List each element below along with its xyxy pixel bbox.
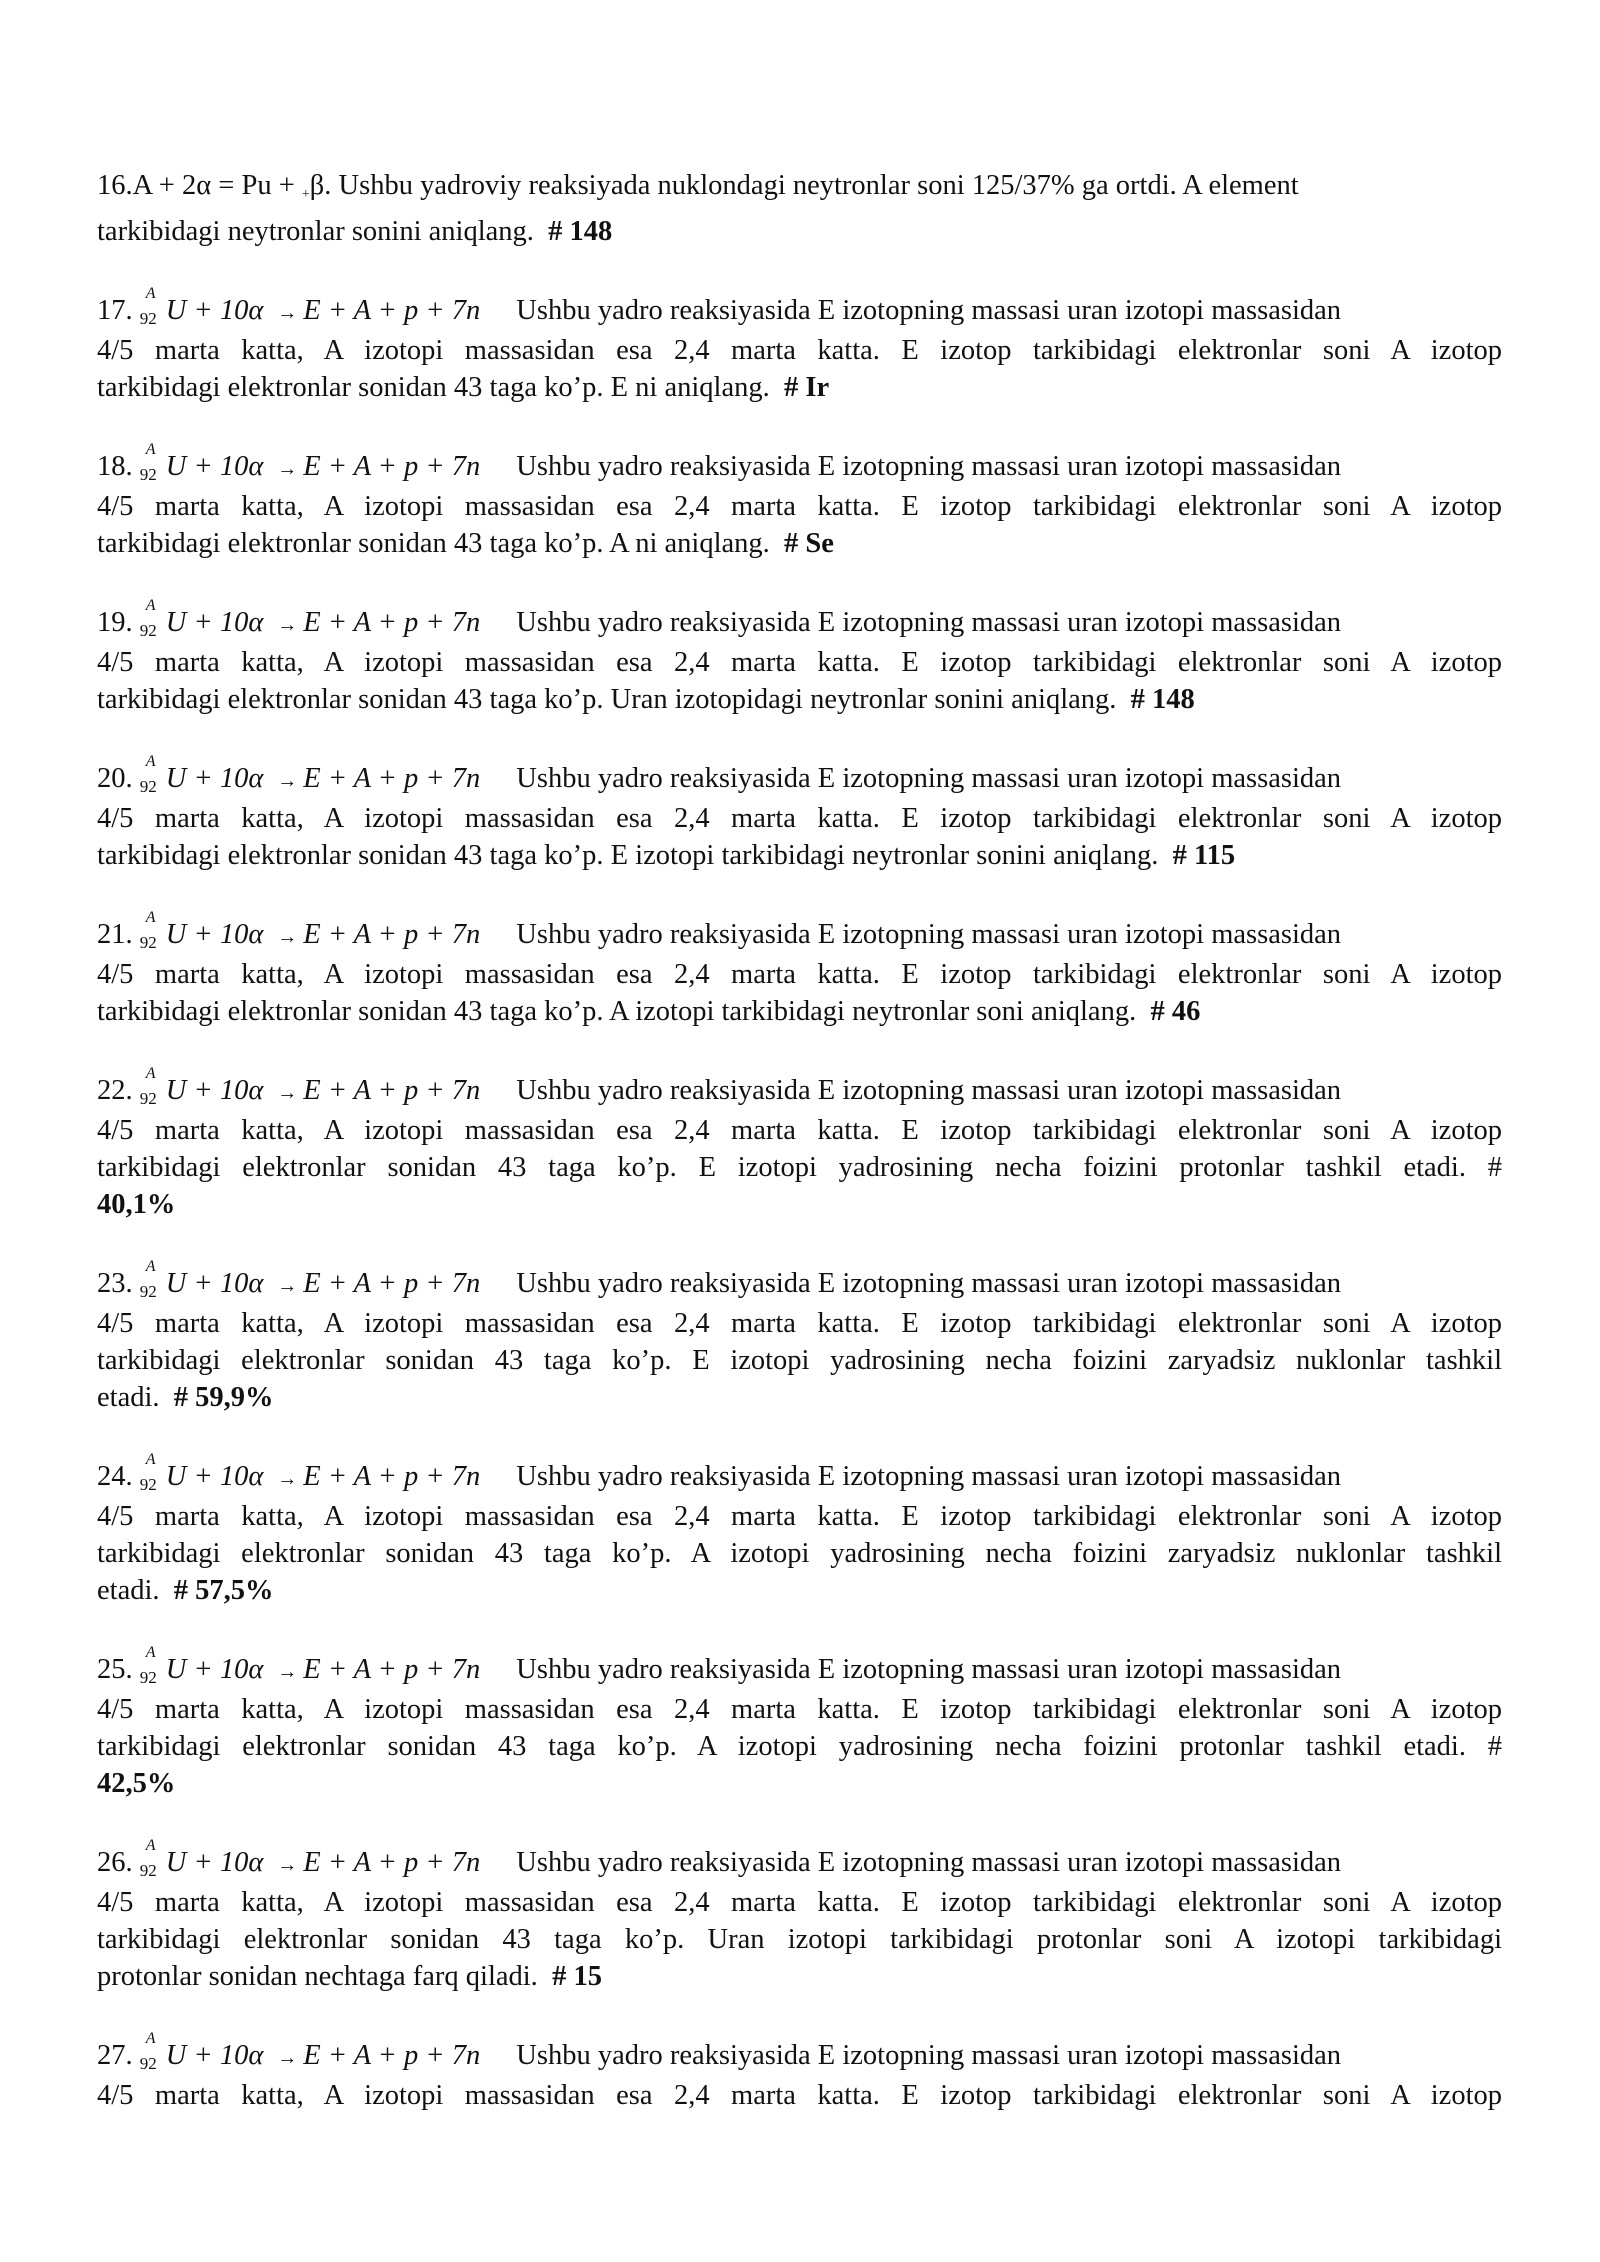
problems-host [97,285,1502,2114]
products: E + A + p + 7n [303,1268,481,1299]
problem-24-text-1: Ushbu yadro reaksiyasida E izotopning massasi uran izotopi massasidan [516,1461,1342,1492]
problem-number: 21. [97,919,140,950]
problem-18-line-3 [97,525,1502,562]
reaction-arrow: → [277,1854,298,1876]
problem-22 [97,1065,1502,1223]
problem-26-line-4 [97,1958,1502,1995]
mass-number: A [145,1837,156,1854]
problem-25-line-4 [97,1765,1502,1802]
reactants: U + 10α [165,2040,264,2071]
uranium-isotope-notation [139,285,166,329]
products: E + A + p + 7n [303,1654,481,1685]
problem-22-text-3: tarkibidagi elektronlar sonidan 43 taga ko’p. E izotopi yadrosining necha foizini protonlar tashkil etadi. # [97,1152,1502,1183]
problem-16-line-2 [97,213,1502,250]
problem-24-line-3 [97,1535,1502,1572]
problem-20-text-1: Ushbu yadro reaksiyasida E izotopning massasi uran izotopi massasidan [516,763,1342,794]
problem-19-line-3 [97,681,1502,718]
problem-26 [97,1837,1502,1995]
problem-number: 22. [97,1075,140,1106]
uranium-isotope-notation [139,1065,166,1109]
reaction-formula [139,2030,481,2073]
reaction-formula [139,597,481,640]
atomic-number: 92 [139,2054,157,2073]
problem-22-line-2: 4/5 marta katta, A izotopi massasidan esa 2,4 marta katta. E izotop tarkibidagi elektronlar soni A izotop [97,1115,1502,1146]
problem-number: 17. [97,295,140,326]
products: E + A + p + 7n [303,607,481,638]
products: E + A + p + 7n [303,1461,481,1492]
problem-26-line-1 [97,1837,1502,1884]
problem-18-line-2: 4/5 marta katta, A izotopi massasidan esa 2,4 marta katta. E izotop tarkibidagi elektronlar soni A izotop [97,491,1502,522]
problem-17-line-3 [97,369,1502,406]
problem-20-line-1 [97,753,1502,800]
problem-27 [97,2030,1502,2114]
problem-21-line-2: 4/5 marta katta, A izotopi massasidan esa 2,4 marta katta. E izotop tarkibidagi elektronlar soni A izotop [97,959,1502,990]
problem-19-answer: # 148 [1130,684,1195,715]
problem-22-line-4 [97,1186,1502,1223]
problem-23-text-4: etadi. [97,1382,160,1413]
problem-19-line-2: 4/5 marta katta, A izotopi massasidan esa 2,4 marta katta. E izotop tarkibidagi elektronlar soni A izotop [97,647,1502,678]
reaction-arrow: → [277,614,298,636]
problem-26-line-3 [97,1921,1502,1958]
uranium-isotope-notation [139,1644,166,1688]
problem-16 [97,167,1502,250]
problem-26-answer: # 15 [552,1961,602,1992]
atomic-number: 92 [139,1089,157,1108]
problem-18-answer: # Se [784,528,834,559]
reaction-arrow: → [277,302,298,324]
problem-27-text-1: Ushbu yadro reaksiyasida E izotopning massasi uran izotopi massasidan [516,2040,1342,2071]
problem-24-text-3: tarkibidagi elektronlar sonidan 43 taga ko’p. A izotopi yadrosining necha foizini zaryadsiz nuklonlar tashkil [97,1538,1502,1569]
reactants: U + 10α [165,1461,264,1492]
reaction-arrow: → [277,770,298,792]
products: E + A + p + 7n [303,295,481,326]
products: E + A + p + 7n [303,763,481,794]
mass-number: A [145,597,156,614]
problem-21-text-1: Ushbu yadro reaksiyasida E izotopning massasi uran izotopi massasidan [516,919,1342,950]
problem-23-answer: # 59,9% [173,1382,274,1413]
problem-23-line-3 [97,1342,1502,1379]
problem-26-text-1: Ushbu yadro reaksiyasida E izotopning massasi uran izotopi massasidan [516,1847,1342,1878]
uranium-isotope-notation [139,597,166,641]
problem-22-answer: 40,1% [97,1189,176,1220]
problem-25-line-2: 4/5 marta katta, A izotopi massasidan esa 2,4 marta katta. E izotop tarkibidagi elektronlar soni A izotop [97,1694,1502,1725]
products: E + A + p + 7n [303,451,481,482]
mass-number: A [145,285,156,302]
mass-number: A [145,1258,156,1275]
problem-23-line-4 [97,1379,1502,1416]
mass-number: A [145,1451,156,1468]
reaction-formula [139,753,481,796]
reaction-formula [139,1065,481,1108]
reaction-formula [139,1644,481,1687]
problem-21-text-3: tarkibidagi elektronlar sonidan 43 taga ko’p. A izotopi tarkibidagi neytronlar soni aniqlang. [97,996,1137,1027]
problem-number: 25. [97,1654,140,1685]
reaction-formula [139,285,481,328]
problem-27-line-2: 4/5 marta katta, A izotopi massasidan esa 2,4 marta katta. E izotop tarkibidagi elektronlar soni A izotop [97,2080,1502,2111]
problem-21-line-3 [97,993,1502,1030]
problem-19-line-1 [97,597,1502,644]
reactants: U + 10α [165,763,264,794]
problem-17 [97,285,1502,406]
atomic-number: 92 [139,465,157,484]
reaction-formula [139,1258,481,1301]
problem-21 [97,909,1502,1030]
problem-20 [97,753,1502,874]
uranium-isotope-notation [139,909,166,953]
reaction-arrow: → [277,458,298,480]
products: E + A + p + 7n [303,1847,481,1878]
mass-number: A [145,1644,156,1661]
problem-27-line-1 [97,2030,1502,2077]
atomic-number: 92 [139,933,157,952]
problem-22-line-1 [97,1065,1502,1112]
mass-number: A [145,2030,156,2047]
reactants: U + 10α [165,295,264,326]
problem-17-text-1: Ushbu yadro reaksiyasida E izotopning massasi uran izotopi massasidan [516,295,1342,326]
problem-16-line-1 [97,167,1502,213]
uranium-isotope-notation [139,1837,166,1881]
problem-20-text-3: tarkibidagi elektronlar sonidan 43 taga ko’p. E izotopi tarkibidagi neytronlar sonini aniqlang. [97,840,1159,871]
problem-24-line-4 [97,1572,1502,1609]
atomic-number: 92 [139,309,157,328]
problem-20-answer: # 115 [1172,840,1236,871]
problem-26-text-3: tarkibidagi elektronlar sonidan 43 taga ko’p. Uran izotopi tarkibidagi protonlar soni A izotopi tarkibidagi [97,1924,1502,1955]
reactants: U + 10α [165,451,264,482]
products: E + A + p + 7n [303,2040,481,2071]
problem-24-text-4: etadi. [97,1575,160,1606]
problem-18 [97,441,1502,562]
problem-23-line-1 [97,1258,1502,1305]
problem-number: 18. [97,451,140,482]
reaction-arrow: → [277,1468,298,1490]
problem-number: 19. [97,607,140,638]
problem-25 [97,1644,1502,1802]
reactants: U + 10α [165,1847,264,1878]
problem-17-text-3: tarkibidagi elektronlar sonidan 43 taga ko’p. E ni aniqlang. [97,372,770,403]
reactants: U + 10α [165,1654,264,1685]
atomic-number: 92 [139,1475,157,1494]
problem-20-line-3 [97,837,1502,874]
reaction-arrow: → [277,926,298,948]
atomic-number: 92 [139,1282,157,1301]
reactants: U + 10α [165,607,264,638]
problem-19-text-1: Ushbu yadro reaksiyasida E izotopning massasi uran izotopi massasidan [516,607,1342,638]
problem-number: 24. [97,1461,140,1492]
problem-22-text-1: Ushbu yadro reaksiyasida E izotopning massasi uran izotopi massasidan [516,1075,1342,1106]
problem-25-text-1: Ushbu yadro reaksiyasida E izotopning massasi uran izotopi massasidan [516,1654,1342,1685]
problem-16-text-a: 16.A + 2α = Pu + [97,170,302,201]
reaction-arrow: → [277,1082,298,1104]
problem-26-line-2: 4/5 marta katta, A izotopi massasidan esa 2,4 marta katta. E izotop tarkibidagi elektronlar soni A izotop [97,1887,1502,1918]
problem-list [97,167,1502,2156]
uranium-isotope-notation [139,1258,166,1302]
problem-25-answer: 42,5% [97,1768,176,1799]
problem-20-line-2: 4/5 marta katta, A izotopi massasidan esa 2,4 marta katta. E izotop tarkibidagi elektronlar soni A izotop [97,803,1502,834]
problem-24 [97,1451,1502,1609]
problem-16-answer: # 148 [548,216,613,247]
reactants: U + 10α [165,1268,264,1299]
problem-24-answer: # 57,5% [173,1575,274,1606]
problem-18-line-1 [97,441,1502,488]
beta-charge-sign: + [301,187,310,202]
problem-17-line-2: 4/5 marta katta, A izotopi massasidan esa 2,4 marta katta. E izotop tarkibidagi elektronlar soni A izotop [97,335,1502,366]
problem-17-answer: # Ir [783,372,830,403]
mass-number: A [145,1065,156,1082]
products: E + A + p + 7n [303,919,481,950]
mass-number: A [145,909,156,926]
problem-22-line-3 [97,1149,1502,1186]
mass-number: A [145,441,156,458]
problem-number: 26. [97,1847,140,1878]
reaction-arrow: → [277,1661,298,1683]
problem-23 [97,1258,1502,1416]
products: E + A + p + 7n [303,1075,481,1106]
problem-18-text-3: tarkibidagi elektronlar sonidan 43 taga ko’p. A ni aniqlang. [97,528,770,559]
problem-21-answer: # 46 [1150,996,1201,1027]
problem-number: 20. [97,763,140,794]
atomic-number: 92 [139,1668,157,1687]
problem-25-line-3 [97,1728,1502,1765]
reactants: U + 10α [165,1075,264,1106]
problem-19 [97,597,1502,718]
problem-23-line-2: 4/5 marta katta, A izotopi massasidan esa 2,4 marta katta. E izotop tarkibidagi elektronlar soni A izotop [97,1308,1502,1339]
atomic-number: 92 [139,1861,157,1880]
reaction-formula [139,441,481,484]
uranium-isotope-notation [139,441,166,485]
reaction-formula [139,909,481,952]
problem-23-text-1: Ushbu yadro reaksiyasida E izotopning massasi uran izotopi massasidan [516,1268,1342,1299]
problem-24-line-1 [97,1451,1502,1498]
problem-23-text-3: tarkibidagi elektronlar sonidan 43 taga ko’p. E izotopi yadrosining necha foizini zaryadsiz nuklonlar tashkil [97,1345,1502,1376]
problem-18-text-1: Ushbu yadro reaksiyasida E izotopning massasi uran izotopi massasidan [516,451,1342,482]
problem-16-text-b: β. Ushbu yadroviy reaksiyada nuklondagi neytronlar soni 125/37% ga ortdi. A element [309,170,1299,201]
reaction-formula [139,1837,481,1880]
reactants: U + 10α [165,919,264,950]
problem-19-text-3: tarkibidagi elektronlar sonidan 43 taga ko’p. Uran izotopidagi neytronlar sonini aniqlang. [97,684,1117,715]
problem-16-text-c: tarkibidagi neytronlar sonini aniqlang. [97,216,534,247]
problem-17-line-1 [97,285,1502,332]
reaction-formula [139,1451,481,1494]
reaction-arrow: → [277,1275,298,1297]
problem-26-text-4: protonlar sonidan nechtaga farq qiladi. [97,1961,538,1992]
problem-number: 23. [97,1268,140,1299]
uranium-isotope-notation [139,753,166,797]
problem-24-line-2: 4/5 marta katta, A izotopi massasidan esa 2,4 marta katta. E izotop tarkibidagi elektronlar soni A izotop [97,1501,1502,1532]
atomic-number: 92 [139,777,157,796]
reaction-arrow: → [277,2047,298,2069]
problem-25-text-3: tarkibidagi elektronlar sonidan 43 taga ko’p. A izotopi yadrosining necha foizini protonlar tashkil etadi. # [97,1731,1502,1762]
uranium-isotope-notation [139,1451,166,1495]
mass-number: A [145,753,156,770]
problem-number: 27. [97,2040,140,2071]
uranium-isotope-notation [139,2030,166,2074]
atomic-number: 92 [139,621,157,640]
problem-25-line-1 [97,1644,1502,1691]
problem-21-line-1 [97,909,1502,956]
